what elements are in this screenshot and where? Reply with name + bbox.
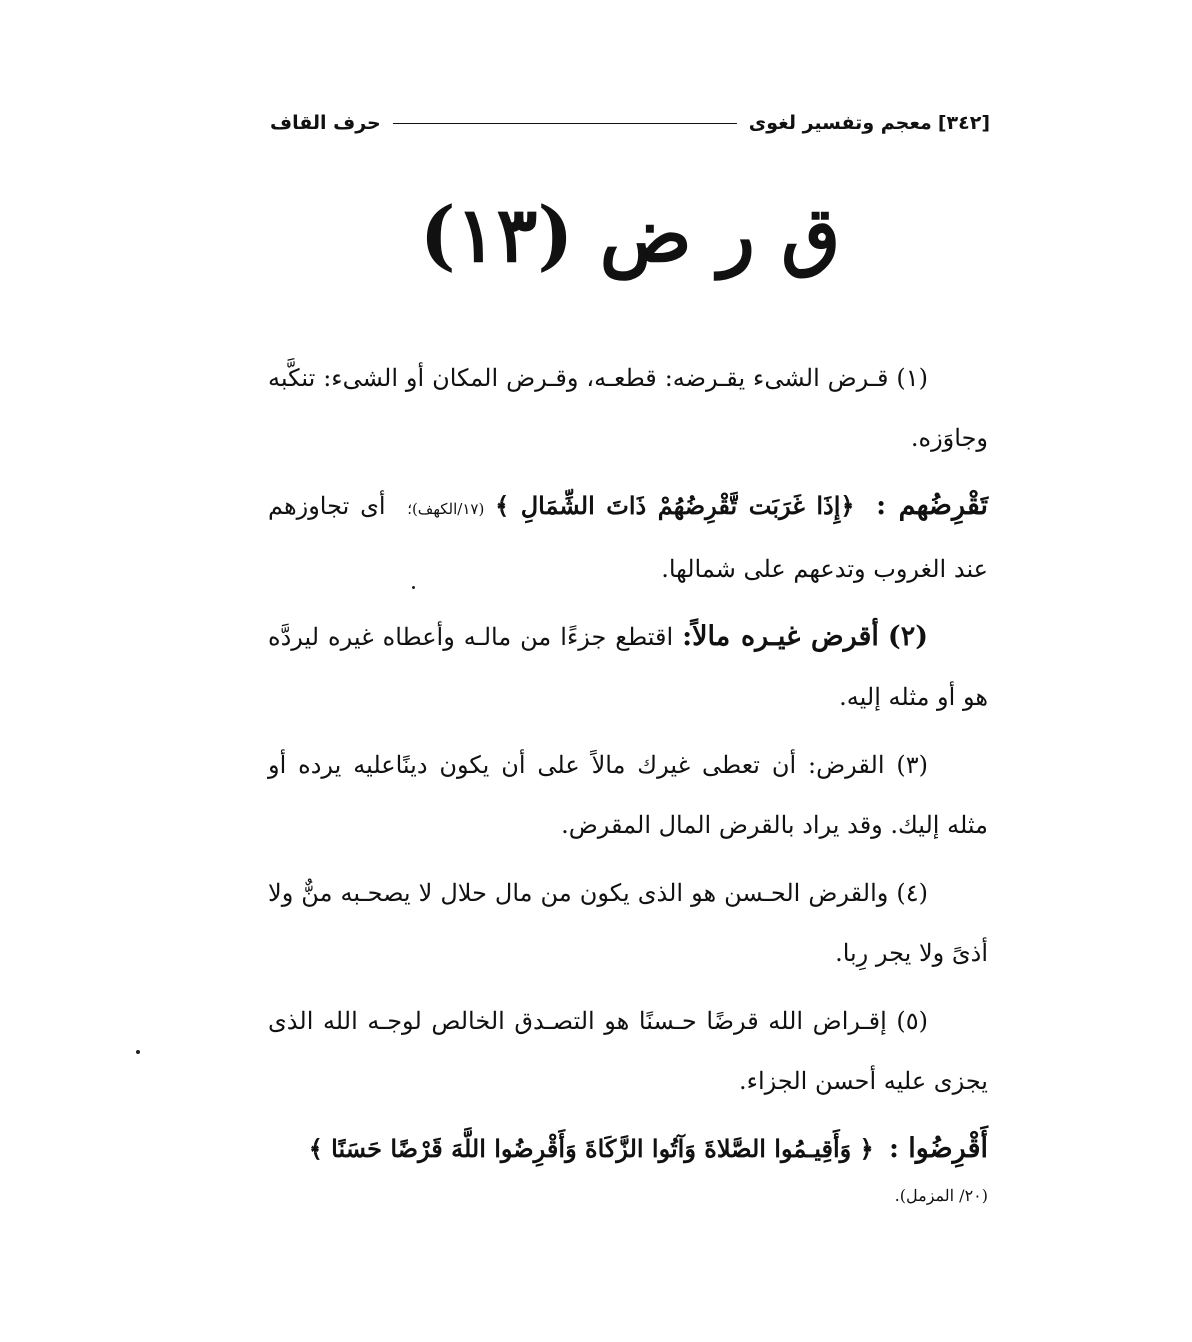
section-title: حرف القاف bbox=[270, 112, 381, 134]
paragraph-1: (١) قـرض الشىء يقـرضه: قطعـه، وقـرض المكان أو الشىء: تنكَّبه وجاوَزه. bbox=[268, 364, 988, 452]
running-header bbox=[270, 108, 990, 138]
entry-body bbox=[268, 348, 988, 1187]
paragraph-7 bbox=[268, 1119, 988, 1179]
quran-verse-kahf: ﴿إِذَا غَرَبَت تَّقْرِضُهُمْ ذَاتَ الشِّمَالِ ﴾ bbox=[495, 491, 855, 520]
term-aqridu: أَقْرِضُوا : bbox=[888, 1133, 988, 1164]
paragraph-2-text: أى تجاوزهم عند الغروب وتدعهم على شمالها. bbox=[268, 492, 988, 583]
quran-verse-muzzammil: ﴿ وَأَقِيـمُوا الصَّلاةَ وَآتُوا الزَّكَاةَ وَأَقْرِضُوا اللَّهَ قَرْضًا حَسَنًا ﴾ bbox=[308, 1134, 874, 1163]
paragraph-4: (٣) القرض: أن تعطى غيرك مالاً على أن يكون دينًاعليه يرده أو مثله إليك. وقد يراد بالقرض المال المقرض. bbox=[268, 751, 988, 839]
verse-reference-muzzammil: (٢٠/ المزمل). bbox=[894, 1186, 988, 1205]
verse-reference-kahf: (١٧/الكهف)؛ bbox=[407, 500, 485, 518]
page-number: [٣٤٢] bbox=[937, 112, 990, 134]
paragraph-3-number: (٢) bbox=[887, 621, 928, 652]
term-aqrada: أقرض غيـره مالاً: bbox=[682, 621, 879, 652]
paragraph-2 bbox=[268, 476, 988, 599]
paragraph-5: (٤) والقرض الحـسن هو الذى يكون من مال حلال لا يصحـبه منٌّ ولا أذىً ولا يجر رِبا. bbox=[268, 879, 988, 967]
header-rule bbox=[393, 123, 737, 124]
book-title: معجم وتفسير لغوى bbox=[748, 112, 932, 134]
paragraph-3-text: اقتطع جزءًا من مالـه وأعطاه غيره ليردَّه هو أو مثله إليه. bbox=[268, 623, 988, 711]
root-heading: ق ر ض (١٣) bbox=[419, 190, 841, 279]
paragraph-3 bbox=[268, 607, 988, 727]
paragraph-6: (٥) إقـراض الله قرضًا حـسنًا هو التصـدق الخالص لوجـه الله الذى يجزى عليه أحسن الجزاء. bbox=[268, 1007, 988, 1095]
term-taqriduhum: تَقْرِضُهم : bbox=[876, 490, 989, 521]
scan-speck bbox=[412, 586, 415, 589]
scan-speck bbox=[136, 1050, 140, 1054]
